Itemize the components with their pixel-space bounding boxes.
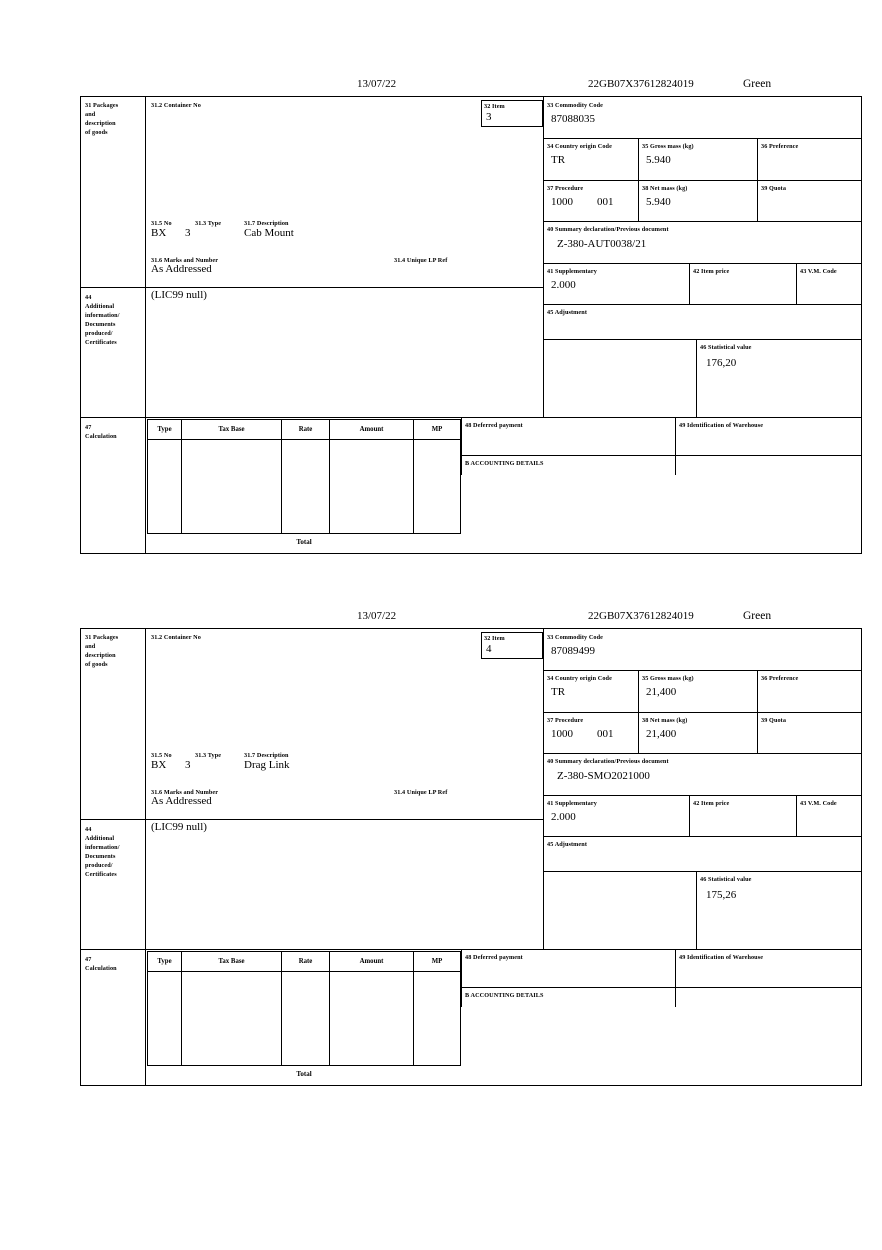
country-origin-label: 34 Country origin Code [547,143,612,150]
calc-div-4 [413,440,414,534]
quota-label: 39 Quota [761,717,787,724]
deferred-payment-label: 48 Deferred payment [465,954,523,961]
calc-col-amount: Amount [329,951,413,972]
marks-label: 31.6 Marks and Number [151,257,219,264]
calc-div-1 [181,972,182,1066]
movement-reference-number: 22GB07X37612824019 [588,610,694,622]
deferred-payment-label: 48 Deferred payment [465,422,523,429]
additional-info-value: (LIC99 null) [151,289,207,301]
divider-45-46 [543,339,861,340]
country-origin-value: TR [551,686,566,698]
marks-value: As Addressed [151,263,212,275]
divider-above-44 [81,819,543,820]
gross-mass-value: 5.940 [646,154,671,166]
divider-33-34 [543,138,861,139]
commodity-code-label: 33 Commodity Code [547,102,604,109]
calc-col-type: Type [147,951,181,972]
divider-41-45 [543,836,861,837]
net-mass-value: 21,400 [646,728,677,740]
calc-total-label: Total [296,538,312,546]
divider-above-47 [81,949,861,950]
divider-33-34 [543,670,861,671]
package-count-value: 3 [185,227,191,239]
country-origin-value: TR [551,154,566,166]
divider-48-left [461,417,462,475]
net-mass-label: 38 Net mass (kg) [642,717,688,724]
identification-warehouse-label: 49 Identification of Warehouse [679,954,764,961]
commodity-code-value: 87089499 [551,645,595,657]
divider-34-37 [543,712,861,713]
calc-div-3 [329,972,330,1066]
box-31-label: 31 Packages and description of goods [85,102,119,136]
calc-div-2 [281,440,282,534]
unique-lp-ref-label: 31.4 Unique LP Ref [394,257,448,264]
calc-div-2 [281,972,282,1066]
statistical-value: 176,20 [706,357,737,369]
form-1-header [80,78,862,96]
procedure-label: 37 Procedure [547,717,584,724]
divider-37-40 [543,753,861,754]
previous-document-label: 40 Summary declaration/Previous document [547,226,669,233]
package-type-value: BX [151,227,167,239]
divider-37-40 [543,221,861,222]
marks-label: 31.6 Marks and Number [151,789,219,796]
divider-34-37 [543,180,861,181]
divider-left-col [145,97,146,554]
package-type-label: 31.3 Type [195,752,222,759]
divider-above-44 [81,287,543,288]
goods-description-label: 31.7 Description [244,752,289,759]
vm-code-label: 43 V.M. Code [800,800,837,807]
item-number-label: 32 Item [484,103,505,110]
copy-colour: Green [743,78,772,90]
item-number-value: 3 [486,111,492,123]
statistical-value: 175,26 [706,889,737,901]
unique-lp-ref-label: 31.4 Unique LP Ref [394,789,448,796]
calc-col-tax-base: Tax Base [181,419,281,440]
item-price-label: 42 Item price [693,800,730,807]
calc-col-type: Type [147,419,181,440]
box-44-label: 44 Additional information/ Documents produced/ Certificates [85,294,120,346]
package-count-value: 3 [185,759,191,771]
calc-div-1 [181,440,182,534]
divider-48-left [461,949,462,1007]
box-31-label: 31 Packages and description of goods [85,634,119,668]
calc-col-tax-base: Tax Base [181,951,281,972]
procedure-value-a: 1000 [551,196,573,208]
container-no-label: 31.2 Container No [151,634,201,641]
goods-description-value: Drag Link [244,759,290,771]
goods-description-label: 31.7 Description [244,220,289,227]
calc-col-mp: MP [413,951,461,972]
dotted-divider [543,339,544,417]
divider-41-42 [689,795,690,836]
additional-info-value: (LIC99 null) [151,821,207,833]
supplementary-label: 41 Supplementary [547,268,597,275]
procedure-value-a: 1000 [551,728,573,740]
identification-warehouse-label: 49 Identification of Warehouse [679,422,764,429]
marks-value: As Addressed [151,795,212,807]
declaration-date: 13/07/22 [357,78,397,90]
calc-col-mp: MP [413,419,461,440]
procedure-value-b: 001 [597,728,614,740]
dotted-divider [543,871,544,949]
adjustment-label: 45 Adjustment [547,841,587,848]
copy-colour: Green [743,610,772,622]
divider-48-b [461,455,861,456]
vm-code-label: 43 V.M. Code [800,268,837,275]
declaration-date: 13/07/22 [357,610,397,622]
commodity-code-value: 87088035 [551,113,595,125]
divider-45-46 [543,871,861,872]
calc-div-4 [413,972,414,1066]
supplementary-value: 2.000 [551,811,576,823]
form-2-body [80,628,862,1086]
divider-41-42 [689,263,690,304]
divider-40-41 [543,795,861,796]
commodity-code-label: 33 Commodity Code [547,634,604,641]
supplementary-value: 2.000 [551,279,576,291]
adjustment-label: 45 Adjustment [547,309,587,316]
form-2-header [80,610,862,628]
customs-form-2 [80,610,862,1086]
calc-col-rate: Rate [281,419,329,440]
procedure-label: 37 Procedure [547,185,584,192]
procedure-value-b: 001 [597,196,614,208]
package-type-value: BX [151,759,167,771]
box-47-label: 47 Calculation [85,956,117,972]
item-number-box [481,100,543,127]
item-number-value: 4 [486,643,492,655]
country-origin-label: 34 Country origin Code [547,675,612,682]
quota-label: 39 Quota [761,185,787,192]
calc-div-3 [329,440,330,534]
item-number-box [481,632,543,659]
box-47-label: 47 Calculation [85,424,117,440]
form-1-body [80,96,862,554]
gross-mass-label: 35 Gross mass (kg) [642,143,694,150]
gross-mass-value: 21,400 [646,686,677,698]
item-number-label: 32 Item [484,635,505,642]
accounting-details-label: B ACCOUNTING DETAILS [465,992,544,999]
calc-col-amount: Amount [329,419,413,440]
divider-42-43 [796,263,797,304]
divider-40-41 [543,263,861,264]
customs-form-1 [80,78,862,554]
package-type-label: 31.3 Type [195,220,222,227]
statistical-value-label: 46 Statistical value [700,344,752,351]
divider-48-49 [675,949,676,1007]
calc-total-label: Total [296,1070,312,1078]
divider-48-49 [675,417,676,475]
net-mass-value: 5.940 [646,196,671,208]
calc-col-rate: Rate [281,951,329,972]
divider-above-47 [81,417,861,418]
preference-label: 36 Preference [761,143,799,150]
accounting-details-label: B ACCOUNTING DETAILS [465,460,544,467]
divider-48-b [461,987,861,988]
container-no-label: 31.2 Container No [151,102,201,109]
divider-46 [696,339,697,417]
divider-42-43 [796,795,797,836]
package-no-label: 31.5 No [151,752,172,759]
movement-reference-number: 22GB07X37612824019 [588,78,694,90]
supplementary-label: 41 Supplementary [547,800,597,807]
divider-46 [696,871,697,949]
divider-41-45 [543,304,861,305]
net-mass-label: 38 Net mass (kg) [642,185,688,192]
gross-mass-label: 35 Gross mass (kg) [642,675,694,682]
divider-left-col [145,629,146,1086]
previous-document-label: 40 Summary declaration/Previous document [547,758,669,765]
statistical-value-label: 46 Statistical value [700,876,752,883]
preference-label: 36 Preference [761,675,799,682]
package-no-label: 31.5 No [151,220,172,227]
goods-description-value: Cab Mount [244,227,294,239]
previous-document-value: Z-380-SMO2021000 [557,770,650,782]
item-price-label: 42 Item price [693,268,730,275]
previous-document-value: Z-380-AUT0038/21 [557,238,647,250]
box-44-label: 44 Additional information/ Documents produced/ Certificates [85,826,120,878]
